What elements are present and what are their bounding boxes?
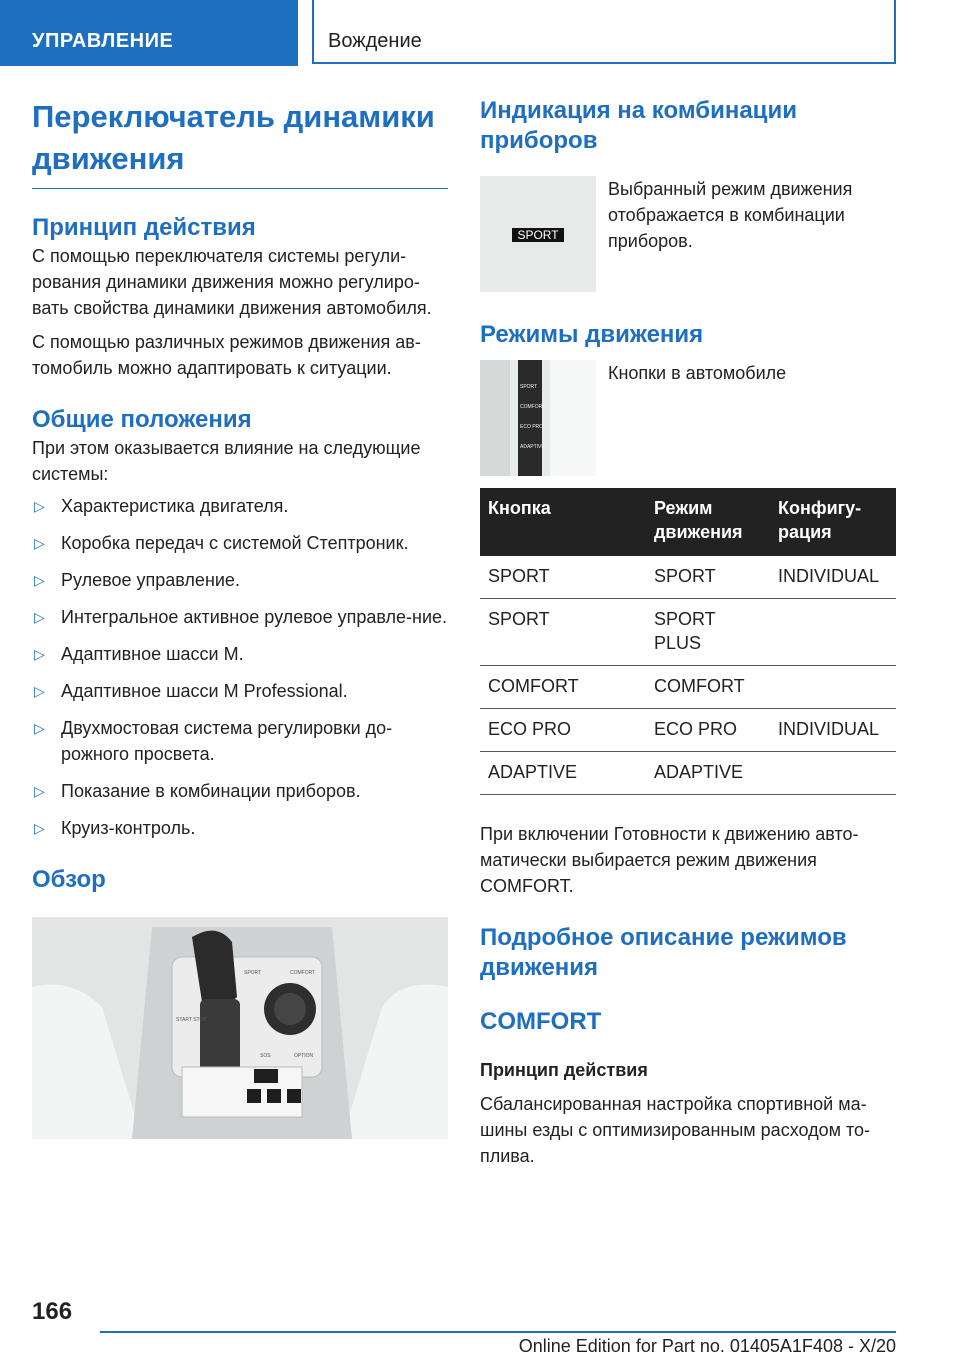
mode-button-label: COMFORT	[520, 404, 546, 410]
list-item: ▷ Адаптивное шасси M.	[32, 641, 448, 667]
center-console-illustration	[32, 917, 448, 1139]
table-cell	[770, 599, 896, 666]
triangle-bullet-icon: ▷	[34, 572, 45, 588]
mode-button-label: ECO PRO	[520, 424, 544, 430]
table-row	[480, 709, 896, 752]
triangle-bullet-icon: ▷	[34, 535, 45, 551]
table-row	[480, 752, 896, 795]
right-column	[480, 96, 896, 1169]
list-item: ▷ Характеристика двигателя.	[32, 493, 448, 519]
cluster-display-image	[480, 176, 596, 292]
list-item: ▷ Круиз-контроль.	[32, 815, 448, 841]
triangle-bullet-icon: ▷	[34, 820, 45, 836]
table-cell: COMFORT	[480, 666, 646, 709]
chapter-title: Вождение	[312, 0, 896, 64]
section-tab: УПРАВЛЕНИЕ	[0, 0, 298, 66]
after-table-paragraph: При включении Готовности к движению авто-матически выбирается режим движения COMFORT.	[480, 824, 859, 896]
table-row	[480, 599, 896, 666]
table-cell: SPORT	[480, 556, 646, 599]
column-header: Конфигу-рация	[770, 488, 896, 556]
table-header-row	[480, 488, 896, 556]
column-header: Режим движения	[646, 488, 770, 556]
edition-text: Online Edition for Part no. 01405A1F408 - X/20	[518, 1336, 896, 1356]
cluster-row	[480, 176, 896, 292]
table-cell: ADAPTIVE	[646, 752, 770, 795]
list-item: ▷ Адаптивное шасси M Professional.	[32, 678, 448, 704]
list-item: ▷ Рулевое управление.	[32, 567, 448, 593]
table-cell: ADAPTIVE	[480, 752, 646, 795]
comfort-heading: COMFORT	[480, 1008, 602, 1035]
sport-badge: SPORT	[512, 228, 564, 242]
console-sport-label: SPORT	[244, 970, 262, 976]
table-cell: INDIVIDUAL	[770, 556, 896, 599]
list-item: ▷ Двухмостовая система регулировки до-рожного просвета.	[32, 715, 448, 767]
table-cell	[770, 666, 896, 709]
list-item: ▷ Коробка передач с системой Стептроник.	[32, 530, 448, 556]
console-option-label: OPTION	[294, 1053, 314, 1059]
principle-paragraph-1: С помощью переключателя системы регули-рования динамики движения можно регулиро-вать свойства динамики движения автомобиля.	[32, 246, 432, 318]
console-sos-label: SOS	[260, 1053, 271, 1059]
triangle-bullet-icon: ▷	[34, 683, 45, 699]
cluster-heading: Индикация на комбинации приборов	[480, 97, 797, 154]
modes-heading: Режимы движения	[480, 321, 704, 348]
page-title: Переключатель динамики движения	[32, 96, 448, 189]
footer-divider	[100, 1331, 896, 1333]
page-number: 166	[32, 1298, 73, 1325]
list-item: ▷ Показание в комбинации приборов.	[32, 778, 448, 804]
table-cell: ECO PRO	[480, 709, 646, 752]
buttons-text: Кнопки в автомобиле	[608, 363, 787, 383]
principle-paragraph-2: С помощью различных режимов движения ав-томобиль можно адаптировать к ситуации.	[32, 332, 421, 378]
table-row	[480, 666, 896, 709]
triangle-bullet-icon: ▷	[34, 783, 45, 799]
overview-heading: Обзор	[32, 866, 106, 893]
console-start-stop-label: START STOP	[176, 1017, 207, 1023]
buttons-row	[480, 360, 896, 476]
mode-button-label: ADAPTIVE	[520, 444, 545, 450]
mode-button-label: SPORT	[520, 384, 538, 390]
detail-heading: Подробное описание режимов движения	[480, 924, 847, 981]
triangle-bullet-icon: ▷	[34, 498, 45, 514]
principle-heading: Принцип действия	[32, 214, 256, 241]
systems-list	[32, 493, 448, 841]
table-cell: INDIVIDUAL	[770, 709, 896, 752]
general-paragraph: При этом оказывается влияние на следующие системы:	[32, 438, 421, 484]
table-cell: COMFORT	[646, 666, 770, 709]
comfort-subheading: Принцип действия	[480, 1060, 648, 1080]
table-cell: SPORT	[646, 556, 770, 599]
modes-table	[480, 488, 896, 795]
list-item: ▷ Интегральное активное рулевое управле-ние.	[32, 604, 448, 630]
table-cell: SPORT	[480, 599, 646, 666]
triangle-bullet-icon: ▷	[34, 609, 45, 625]
cluster-text: Выбранный режим движения отображается в комбинации приборов.	[608, 179, 853, 251]
center-console-image	[32, 917, 448, 1139]
column-header: Кнопка	[480, 488, 646, 556]
table-cell	[770, 752, 896, 795]
left-column	[32, 96, 448, 1139]
table-cell: SPORT PLUS	[646, 599, 770, 666]
table-row	[480, 556, 896, 599]
console-comfort-label: COMFORT	[290, 970, 316, 976]
table-cell: ECO PRO	[646, 709, 770, 752]
triangle-bullet-icon: ▷	[34, 720, 45, 736]
mode-buttons-illustration	[480, 360, 596, 476]
triangle-bullet-icon: ▷	[34, 646, 45, 662]
comfort-paragraph: Сбалансированная настройка спортивной ма-шины езды с оптимизированным расходом то-плива.	[480, 1094, 871, 1166]
general-heading: Общие положения	[32, 406, 252, 433]
mode-buttons-image	[480, 360, 596, 476]
